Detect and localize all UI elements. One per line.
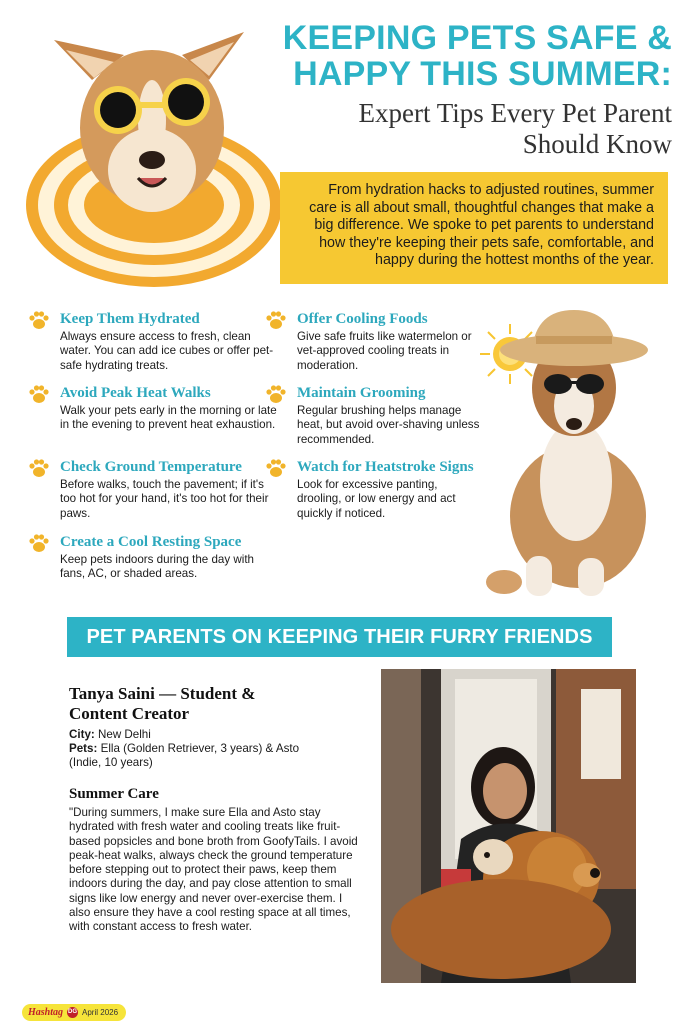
owner-with-dogs-photo bbox=[381, 669, 636, 983]
paw-icon bbox=[28, 310, 50, 330]
tip-body: Walk your pets early in the morning or late in the evening to prevent heat exhaustion. bbox=[60, 404, 277, 432]
dog-with-hat-illustration bbox=[486, 306, 666, 602]
tip-body: Keep pets indoors during the day with fans, AC, or shaded areas. bbox=[60, 553, 254, 581]
subtitle-line-1: Expert Tips Every Pet Parent bbox=[358, 98, 672, 128]
tip-title: Offer Cooling Foods bbox=[297, 311, 428, 327]
tip-heatstroke-signs bbox=[297, 458, 482, 521]
issue-date: April 2026 bbox=[82, 1008, 119, 1017]
corgi-float-illustration bbox=[14, 10, 284, 292]
paw-icon bbox=[265, 384, 287, 404]
city-value: New Delhi bbox=[98, 728, 151, 741]
brand-badge: DG bbox=[67, 1007, 78, 1018]
brand-logo: Hashtag bbox=[28, 1007, 64, 1018]
main-title bbox=[270, 20, 672, 92]
paw-icon bbox=[265, 310, 287, 330]
tip-body: Give safe fruits like watermelon or vet-approved cooling treats in moderation. bbox=[297, 330, 472, 372]
paw-icon bbox=[28, 384, 50, 404]
paw-icon bbox=[28, 458, 50, 478]
section-banner: PET PARENTS ON KEEPING THEIR FURRY FRIENDS COOL bbox=[67, 617, 612, 657]
tip-check-ground bbox=[60, 458, 280, 521]
tip-title: Keep Them Hydrated bbox=[60, 311, 200, 327]
interviewee-name-line-1: Tanya Saini — Student & bbox=[69, 684, 256, 703]
pets-value: Ella (Golden Retriever, 3 years) & Asto (Indie, 10 years) bbox=[69, 742, 300, 769]
tip-avoid-peak-heat bbox=[60, 384, 280, 433]
tip-title: Avoid Peak Heat Walks bbox=[60, 385, 211, 401]
tip-title: Watch for Heatstroke Signs bbox=[297, 459, 474, 475]
tip-title: Check Ground Temperature bbox=[60, 459, 242, 475]
tip-body: Always ensure access to fresh, clean water. You can add ice cubes or offer pet-safe hydrating treats. bbox=[60, 330, 274, 372]
subtitle-line-2: Should Know bbox=[522, 129, 672, 159]
intro-paragraph: From hydration hacks to adjusted routines, summer care is all about small, thoughtful changes that make a big difference. We spoke to pet parents to understand how they're keeping their pets safe, comfortable, and happy during the hottest months of the year. bbox=[280, 172, 668, 284]
interviewee-name-line-2: Content Creator bbox=[69, 704, 190, 723]
tip-title: Maintain Grooming bbox=[297, 385, 426, 401]
subtitle bbox=[270, 98, 672, 160]
tip-maintain-grooming bbox=[297, 384, 482, 447]
city-label: City: bbox=[69, 728, 95, 741]
paw-icon bbox=[265, 458, 287, 478]
main-title-line-2: HAPPY THIS SUMMER: bbox=[293, 55, 672, 93]
paw-icon bbox=[28, 533, 50, 553]
footer-brand-tag bbox=[22, 1004, 126, 1021]
pets-label: Pets: bbox=[69, 742, 98, 755]
interviewee-name bbox=[69, 684, 349, 724]
main-title-line-1: KEEPING PETS SAFE & bbox=[282, 19, 672, 57]
tip-cooling-foods bbox=[297, 310, 482, 373]
tip-body: Before walks, touch the pavement; if it's too hot for your hand, it's too hot for their paws. bbox=[60, 478, 269, 520]
tip-keep-hydrated bbox=[60, 310, 280, 373]
title-block bbox=[270, 20, 672, 160]
tip-title: Create a Cool Resting Space bbox=[60, 534, 242, 550]
tip-body: Regular brushing helps manage heat, but avoid over-shaving unless recommended. bbox=[297, 404, 480, 446]
tip-cool-resting bbox=[60, 533, 280, 582]
interview-quote: "During summers, I make sure Ella and Asto stay hydrated with fresh water and cooling treats like fruit-based popsicles and bone broth from GoofyTails. I avoid peak-heat walks, always check the ground temperature before stepping out to protect their paws, keep them indoors during the day, and pay close attention to small signs like low energy and never over-exercise them. I also ensure they have a cool resting space at all times, with constant access to fresh water. bbox=[69, 806, 358, 934]
summer-care-heading: Summer Care bbox=[69, 786, 159, 802]
interviewee-details bbox=[69, 728, 329, 770]
tip-body: Look for excessive panting, drooling, or low energy and act quickly if noticed. bbox=[297, 478, 456, 520]
